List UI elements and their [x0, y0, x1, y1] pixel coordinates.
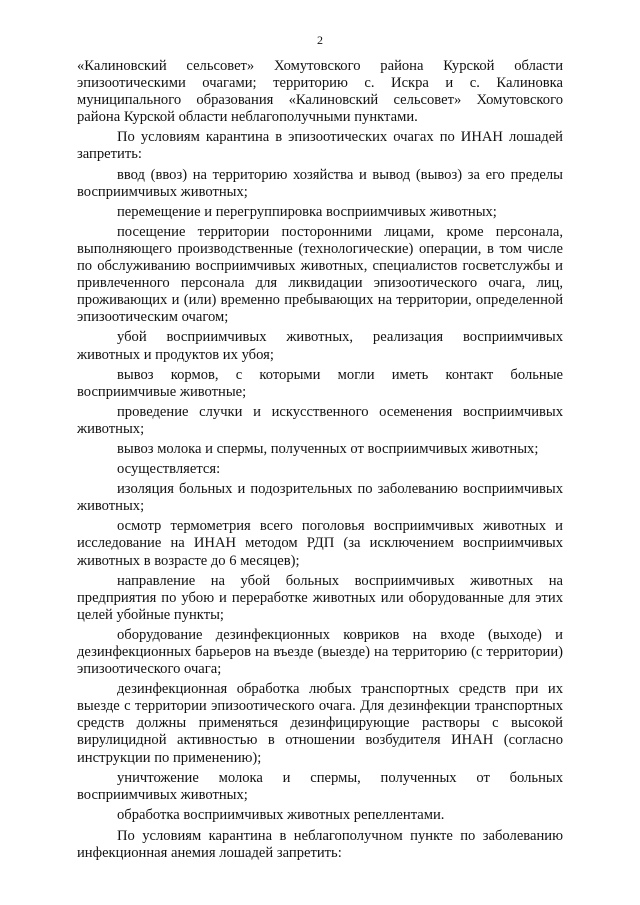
list-item-regrouping-ban: перемещение и перегруппировка восприимчивых животных; — [117, 203, 497, 220]
measures-heading: осуществляется: — [117, 461, 221, 478]
list-item-visitor-ban: посещение территории посторонними лицами, кроме персонала, выполняющего производственные (технологические) операции, в том числе по обслуживанию восприимчивых животных, специалистов госветслужбы и привлеченного персонала для ликвидации эпизоотического очага, лиц, проживающих и (или) временно пребывающих на территории, определенной эпизоотическим очагом; — [77, 223, 563, 326]
list-item-breeding-ban: проведение случки и искусственного осеменения восприимчивых животных; — [77, 403, 563, 437]
paragraph-unfavorable-point-intro: По условиям карантина в неблагополучном пункте по заболеванию инфекционная анемия лошадей запретить: — [77, 827, 563, 862]
list-item-feed-export-ban: вывоз кормов, с которыми могли иметь контакт больные восприимчивые животные; — [77, 366, 563, 400]
document-body — [77, 58, 563, 862]
list-item-animal-transport-ban: ввод (ввоз) на территорию хозяйства и вывод (вывоз) за его пределы восприимчивых животных; — [77, 166, 563, 200]
list-item-isolation: изоляция больных и подозрительных по заболеванию восприимчивых животных; — [77, 481, 563, 515]
list-item-vehicle-disinfection: дезинфекционная обработка любых транспортных средств при их выезде с территории эпизоотического очага. Для дезинфекции транспортных средств должны применяться дезинфицирующие растворы с высокой вирулицидной активностью в отношении возбудителя ИНАН (согласно инструкции по применению); — [77, 681, 563, 766]
list-item-repellent-treatment: обработка восприимчивых животных репеллентами. — [117, 806, 445, 823]
paragraph-council-designation: «Калиновский сельсовет» Хомутовского района Курской области эпизоотическими очагами; территорию с. Искра и с. Калиновка муниципального образования «Калиновский сельсовет» Хомутовского района Курской области неблагополучными пунктами. — [77, 58, 563, 126]
list-item-slaughter-referral: направление на убой больных восприимчивых животных на предприятия по убою и переработке животных или оборудованные для этих целей убойные пункты; — [77, 572, 563, 623]
page-number: 2 — [317, 33, 323, 47]
list-item-milk-sperm-export-ban: вывоз молока и спермы, полученных от восприимчивых животных; — [117, 440, 539, 457]
list-item-milk-destruction: уничтожение молока и спермы, полученных от больных восприимчивых животных; — [77, 769, 563, 803]
list-item-slaughter-ban: убой восприимчивых животных, реализация восприимчивых животных и продуктов их убоя; — [77, 329, 563, 363]
list-item-examination: осмотр термометрия всего поголовья восприимчивых животных и исследование на ИНАН методом РДП (за исключением восприимчивых животных в возрасте до 6 месяцев); — [77, 518, 563, 569]
paragraph-quarantine-foci-intro: По условиям карантина в эпизоотических очагах по ИНАН лошадей запретить: — [77, 129, 563, 163]
list-item-disinfection-mats: оборудование дезинфекционных ковриков на входе (выходе) и дезинфекционных барьеров на въезде (выезде) на территорию (с территории) эпизоотического очага; — [77, 626, 563, 678]
